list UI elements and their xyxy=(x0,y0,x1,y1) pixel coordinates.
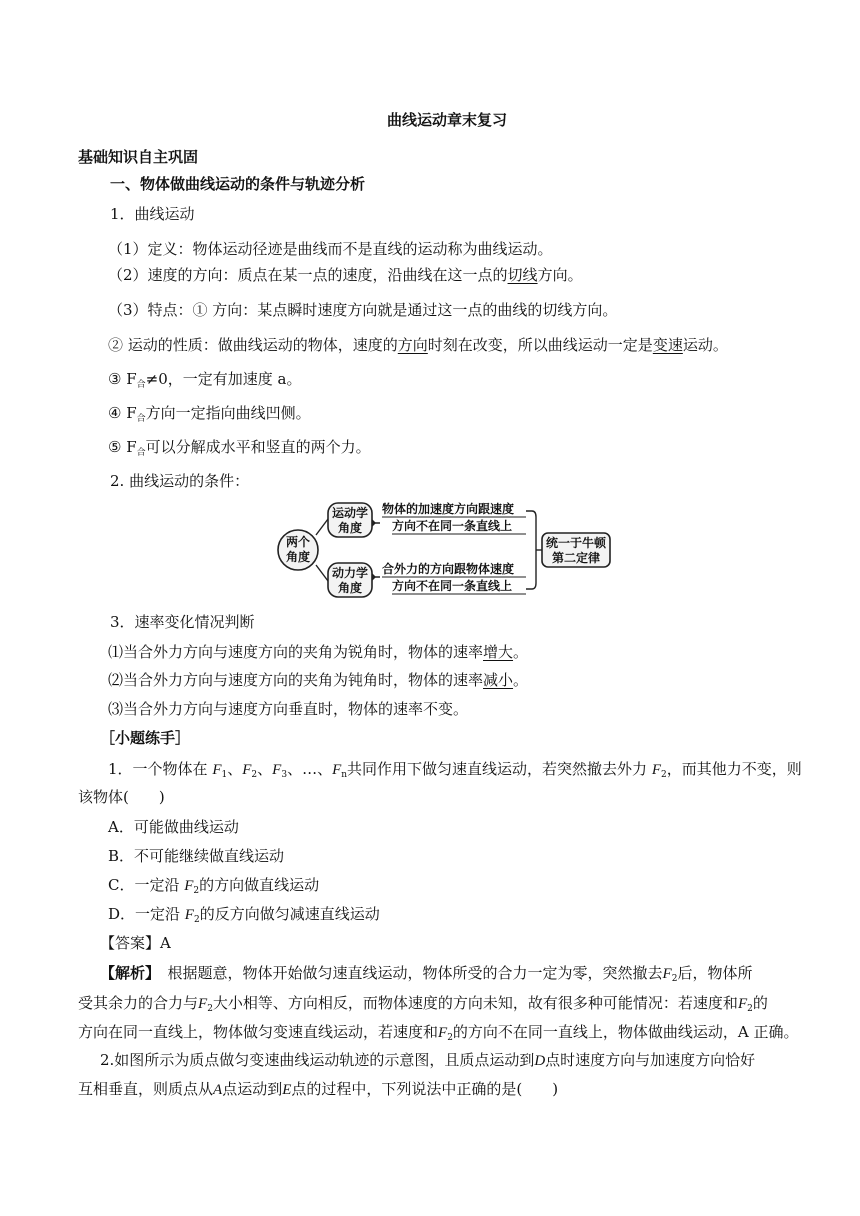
svg-text:角度: 角度 xyxy=(285,550,311,564)
answer-line: 【答案】A xyxy=(100,934,171,952)
question-2-line-2: 互相垂直，则质点从A点运动到E点的过程中，下列说法中正确的是( ) xyxy=(78,1080,559,1098)
explanation-line-3: 方向在同一直线上，物体做匀变速直线运动，若速度和$F_2$的方向不在同一直线上，物体做曲线运动，A 正确。 xyxy=(78,1023,799,1043)
features-line: （3）特点：① 方向：某点瞬时速度方向就是通过这一点的曲线的切线方向。 xyxy=(108,301,618,319)
svg-text:方向不在同一条直线上: 方向不在同一条直线上 xyxy=(392,519,513,533)
explanation-line-2: 受其余力的合力与$F_2$大小相等、方向相反，而物体速度的方向未知，故有很多种可能情况：若速度和$F_2$的 xyxy=(78,994,768,1014)
conditions-diagram xyxy=(276,497,616,601)
question-1-line-2: 该物体( ) xyxy=(78,788,165,806)
point-3-line: ③ $F_合\ne 0$，一定有加速度 a。 xyxy=(108,370,302,390)
question-1-line-1: 1．一个物体在 $F_1$、$F_2$、$F_3$、…、$F_n$共同作用下做匀速直线运动，若突然撤去外力 $F_2$，而其他力不变，则 xyxy=(108,760,802,780)
dynamics-text xyxy=(382,561,526,594)
explanation-line-1: 【解析】 根据题意，物体开始做匀速直线运动，物体所受的合力一定为零，突然撤去$F_2$后，物体所 xyxy=(100,964,753,984)
center-node xyxy=(278,530,318,570)
svg-text:物体的加速度方向跟速度: 物体的加速度方向跟速度 xyxy=(382,502,515,516)
section-heading: 基础知识自主巩固 xyxy=(78,148,199,166)
underlined-answer: 减小 xyxy=(483,671,514,689)
point-5-line: ⑤ $F_合$可以分解成水平和竖直的两个力。 xyxy=(108,438,371,458)
page-title: 曲线运动章末复习 xyxy=(387,111,508,129)
kinematics-text xyxy=(382,501,526,534)
option-a: A．可能做曲线运动 xyxy=(108,818,239,836)
question-2-line-1: 2.如图所示为质点做匀变速曲线运动轨迹的示意图，且质点运动到D点时速度方向与加速度方向恰好 xyxy=(100,1051,756,1069)
rule-perpendicular-line: ⑶当合外力方向与速度方向垂直时，物体的速率不变。 xyxy=(108,700,469,718)
rule-obtuse-line: ⑵当合外力方向与速度方向的夹角为钝角时，物体的速率减小。 xyxy=(108,671,529,689)
nature-line: ② 运动的性质：做曲线运动的物体，速度的方向时刻在改变，所以曲线运动一定是变速运动。 xyxy=(108,336,728,354)
svg-text:角度: 角度 xyxy=(337,581,363,595)
svg-text:角度: 角度 xyxy=(337,521,363,535)
velocity-direction-line: （2）速度的方向：质点在某一点的速度，沿曲线在这一点的切线方向。 xyxy=(108,266,583,284)
practice-heading: ［小题练手］ xyxy=(100,729,191,747)
definition-line: （1）定义：物体运动径迹是曲线而不是直线的运动称为曲线运动。 xyxy=(108,240,553,258)
svg-text:第二定律: 第二定律 xyxy=(551,551,601,565)
svg-text:统一于牛顿: 统一于牛顿 xyxy=(545,536,607,550)
option-d: D．一定沿 $F_2$的反方向做匀减速直线运动 xyxy=(108,905,380,925)
kinematics-node xyxy=(328,503,372,537)
heading-curve-conditions: 一、物体做曲线运动的条件与轨迹分析 xyxy=(110,175,366,193)
svg-text:运动学: 运动学 xyxy=(331,506,369,520)
option-c: C．一定沿 $F_2$的方向做直线运动 xyxy=(108,876,320,896)
svg-text:合外力的方向跟物体速度: 合外力的方向跟物体速度 xyxy=(382,562,515,576)
underlined-answer: 切线 xyxy=(507,266,538,284)
newton-law-node xyxy=(542,533,610,567)
svg-text:方向不在同一条直线上: 方向不在同一条直线上 xyxy=(392,579,513,593)
subheading-curve-motion: 1．曲线运动 xyxy=(110,205,195,223)
underlined-answer: 变速 xyxy=(652,336,683,354)
option-b: B．不可能继续做直线运动 xyxy=(108,847,285,865)
svg-text:动力学: 动力学 xyxy=(331,566,369,580)
dynamics-node xyxy=(328,563,372,597)
subheading-speed-change: 3．速率变化情况判断 xyxy=(110,613,255,631)
subheading-conditions: 2. 曲线运动的条件： xyxy=(110,472,250,490)
point-4-line: ④ $F_合$方向一定指向曲线凹侧。 xyxy=(108,404,311,424)
rule-acute-line: ⑴当合外力方向与速度方向的夹角为锐角时，物体的速率增大。 xyxy=(108,643,529,661)
svg-text:两个: 两个 xyxy=(285,535,311,549)
underlined-answer: 方向 xyxy=(397,336,428,354)
underlined-answer: 增大 xyxy=(483,643,514,661)
